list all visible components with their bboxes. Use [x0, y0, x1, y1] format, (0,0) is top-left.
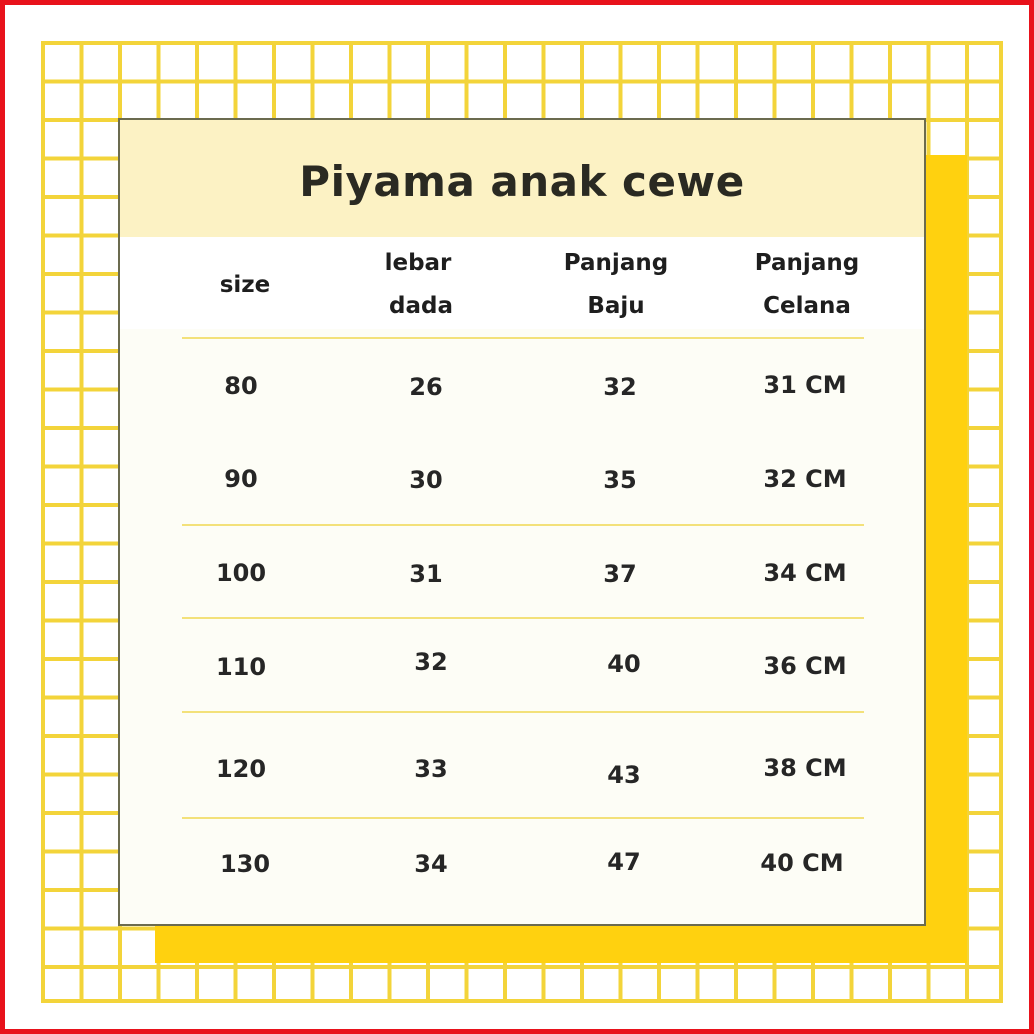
cell-lebar-80: 26: [409, 373, 443, 401]
table-header: [120, 237, 924, 329]
header-celana-line1: Panjang: [754, 250, 860, 276]
cell-size-100: 100: [215, 559, 267, 587]
cell-celana-120: 38 CM: [763, 754, 847, 782]
cell-celana-90: 32 CM: [763, 465, 847, 493]
cell-celana-100: 34 CM: [763, 559, 847, 587]
header-lebar-line2: dada: [389, 293, 453, 319]
row-divider: [182, 337, 864, 339]
cell-size-120: 120: [215, 755, 267, 783]
header-celana-line2: Celana: [763, 293, 851, 319]
cell-lebar-130: 34: [414, 850, 448, 878]
header-panjang-baju: [536, 242, 696, 328]
cell-size-130: 130: [219, 850, 271, 878]
cell-celana-110: 36 CM: [763, 652, 847, 680]
header-size-label: size: [219, 272, 271, 298]
cell-baju-100: 37: [603, 560, 637, 588]
header-baju-line1: Panjang: [563, 250, 669, 276]
header-baju-line2: Baju: [587, 293, 645, 319]
cell-celana-80: 31 CM: [763, 371, 847, 399]
row-divider: [182, 817, 864, 819]
size-chart-card: [118, 118, 926, 926]
title-band: [120, 120, 924, 237]
row-divider: [182, 711, 864, 713]
cell-size-90: 90: [224, 465, 258, 493]
cell-lebar-100: 31: [409, 560, 443, 588]
cell-size-110: 110: [215, 653, 267, 681]
cell-lebar-110: 32: [414, 648, 448, 676]
chart-title: Piyama anak cewe: [299, 157, 745, 206]
cell-baju-130: 47: [607, 848, 641, 876]
cell-baju-120: 43: [607, 761, 641, 789]
header-size: [165, 264, 325, 307]
cell-lebar-120: 33: [414, 755, 448, 783]
cell-baju-110: 40: [607, 650, 641, 678]
header-panjang-celana: [727, 242, 887, 328]
row-divider: [182, 617, 864, 619]
header-lebar-dada: [347, 242, 507, 328]
header-lebar-line1: lebar: [384, 250, 452, 276]
cell-celana-130: 40 CM: [760, 849, 844, 877]
cell-baju-80: 32: [603, 373, 637, 401]
cell-lebar-90: 30: [409, 466, 443, 494]
row-divider: [182, 524, 864, 526]
cell-baju-90: 35: [603, 466, 637, 494]
cell-size-80: 80: [224, 372, 258, 400]
